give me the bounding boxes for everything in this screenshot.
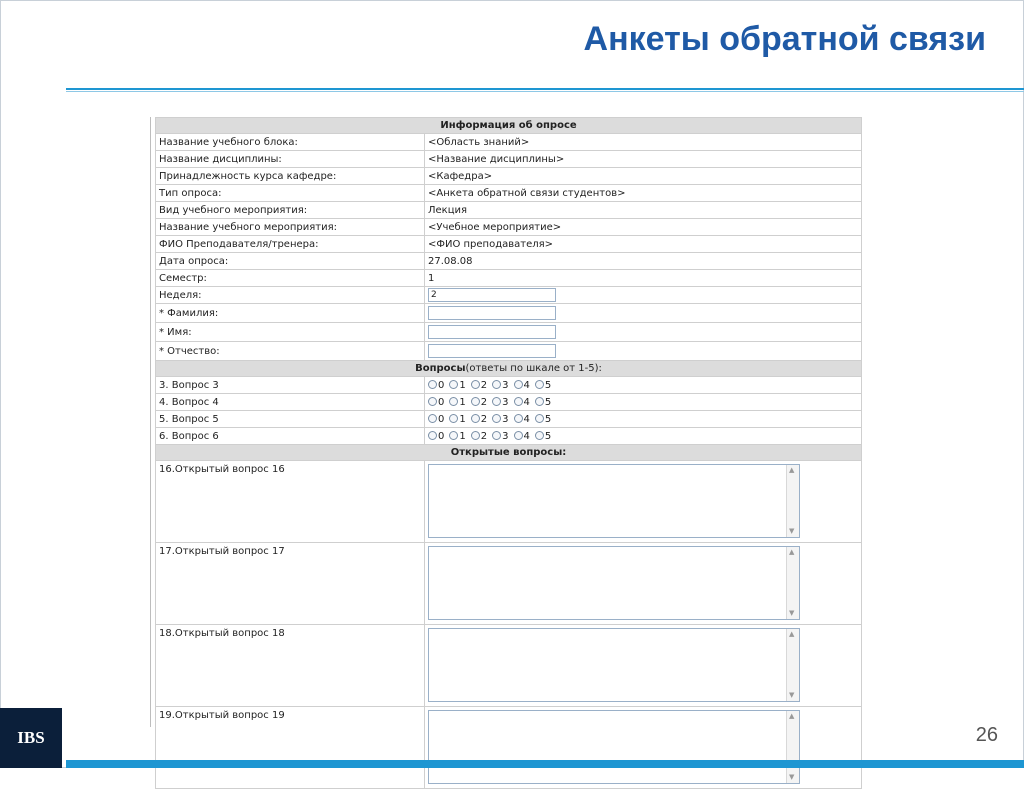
answer-textarea[interactable]: [428, 546, 800, 620]
radio-icon[interactable]: [428, 397, 437, 406]
scale-option[interactable]: 5: [535, 380, 551, 391]
question-label: 3. Вопрос 3: [156, 377, 425, 394]
info-header: Информация об опросе: [156, 118, 862, 134]
scale-option[interactable]: 1: [449, 380, 465, 391]
name-label: * Имя:: [156, 323, 425, 342]
answer-textarea[interactable]: [428, 464, 800, 538]
scale-options: [425, 394, 862, 411]
scale-option[interactable]: 2: [471, 380, 487, 391]
bottom-bar: [66, 760, 1024, 768]
info-value: <Область знаний>: [425, 134, 862, 151]
scale-option[interactable]: 0: [428, 431, 444, 442]
radio-icon[interactable]: [449, 431, 458, 440]
info-value: Лекция: [425, 202, 862, 219]
info-value: <Учебное мероприятие>: [425, 219, 862, 236]
radio-icon[interactable]: [471, 397, 480, 406]
question-row: [156, 411, 862, 428]
scale-option[interactable]: 3: [492, 380, 508, 391]
info-row: [156, 134, 862, 151]
scale-option[interactable]: 5: [535, 414, 551, 425]
scale-option[interactable]: 4: [514, 397, 530, 408]
scrollbar[interactable]: [786, 547, 799, 619]
question-label: 5. Вопрос 5: [156, 411, 425, 428]
radio-icon[interactable]: [428, 380, 437, 389]
week-input[interactable]: 2: [428, 288, 556, 302]
radio-icon[interactable]: [449, 397, 458, 406]
open-question-row: [156, 625, 862, 707]
radio-icon[interactable]: [471, 380, 480, 389]
scroll-up-icon[interactable]: ▲: [789, 466, 795, 474]
scale-option[interactable]: 2: [471, 397, 487, 408]
radio-icon[interactable]: [514, 380, 523, 389]
radio-icon[interactable]: [492, 397, 501, 406]
scrollbar[interactable]: [786, 711, 799, 783]
open-header-row: [156, 445, 862, 461]
scroll-down-icon[interactable]: ▼: [789, 773, 795, 781]
answer-textarea[interactable]: [428, 710, 800, 784]
scale-options: [425, 411, 862, 428]
question-row: [156, 377, 862, 394]
scale-options: [425, 428, 862, 445]
questions-header-row: [156, 361, 862, 377]
ibs-logo: IBS: [0, 708, 62, 768]
info-row: [156, 270, 862, 287]
scale-option[interactable]: 4: [514, 414, 530, 425]
info-header-row: [156, 118, 862, 134]
scroll-up-icon[interactable]: ▲: [789, 630, 795, 638]
radio-icon[interactable]: [449, 414, 458, 423]
radio-icon[interactable]: [514, 414, 523, 423]
question-label: 6. Вопрос 6: [156, 428, 425, 445]
scale-option[interactable]: 1: [449, 397, 465, 408]
info-label: Название дисциплины:: [156, 151, 425, 168]
info-value: <ФИО преподавателя>: [425, 236, 862, 253]
scroll-up-icon[interactable]: ▲: [789, 712, 795, 720]
radio-icon[interactable]: [492, 380, 501, 389]
radio-icon[interactable]: [428, 431, 437, 440]
scale-option[interactable]: 1: [449, 431, 465, 442]
question-row: [156, 394, 862, 411]
scale-option[interactable]: 0: [428, 380, 444, 391]
title-rule-thin: [66, 91, 1024, 92]
info-value: <Название дисциплины>: [425, 151, 862, 168]
name-label: * Отчество:: [156, 342, 425, 361]
radio-icon[interactable]: [492, 431, 501, 440]
info-value: <Анкета обратной связи студентов>: [425, 185, 862, 202]
name-input[interactable]: [428, 306, 556, 320]
scale-option[interactable]: 5: [535, 431, 551, 442]
info-label: Название учебного мероприятия:: [156, 219, 425, 236]
question-label: 4. Вопрос 4: [156, 394, 425, 411]
radio-icon[interactable]: [535, 414, 544, 423]
info-label: Вид учебного мероприятия:: [156, 202, 425, 219]
scale-option[interactable]: 3: [492, 431, 508, 442]
info-label: Принадлежность курса кафедре:: [156, 168, 425, 185]
radio-icon[interactable]: [514, 397, 523, 406]
open-questions-header: Открытые вопросы:: [156, 445, 862, 461]
name-row: [156, 304, 862, 323]
radio-icon[interactable]: [535, 380, 544, 389]
slide-title: Анкеты обратной связи: [583, 20, 986, 58]
info-label: Дата опроса:: [156, 253, 425, 270]
info-label: Семестр:: [156, 270, 425, 287]
scale-option[interactable]: 3: [492, 414, 508, 425]
scale-option[interactable]: 0: [428, 397, 444, 408]
radio-icon[interactable]: [428, 414, 437, 423]
feedback-form-screenshot: [150, 117, 875, 781]
scale-options: [425, 377, 862, 394]
open-question-row: [156, 543, 862, 625]
info-value: <Кафедра>: [425, 168, 862, 185]
info-value: 27.08.08: [425, 253, 862, 270]
page-number: 26: [975, 724, 998, 746]
scale-option[interactable]: 4: [514, 380, 530, 391]
title-rule: [66, 88, 1024, 90]
open-question-label: 17.Открытый вопрос 17: [156, 543, 425, 625]
radio-icon[interactable]: [535, 397, 544, 406]
scroll-down-icon[interactable]: ▼: [789, 691, 795, 699]
survey-table: [155, 117, 862, 789]
scale-option[interactable]: 2: [471, 431, 487, 442]
questions-header-note: (ответы по шкале от 1-5):: [465, 363, 602, 374]
info-row: [156, 202, 862, 219]
info-row: [156, 151, 862, 168]
name-row: [156, 323, 862, 342]
radio-icon[interactable]: [492, 414, 501, 423]
open-question-row: [156, 707, 862, 789]
scale-option[interactable]: 1: [449, 414, 465, 425]
info-row: [156, 236, 862, 253]
scale-option[interactable]: 0: [428, 414, 444, 425]
info-label: Тип опроса:: [156, 185, 425, 202]
name-row: [156, 342, 862, 361]
radio-icon[interactable]: [514, 431, 523, 440]
name-input[interactable]: [428, 325, 556, 339]
scale-option[interactable]: 2: [471, 414, 487, 425]
info-label: ФИО Преподавателя/тренера:: [156, 236, 425, 253]
week-row: [156, 287, 862, 304]
scrollbar[interactable]: [786, 629, 799, 701]
info-label: Название учебного блока:: [156, 134, 425, 151]
scroll-down-icon[interactable]: ▼: [789, 527, 795, 535]
open-question-label: 18.Открытый вопрос 18: [156, 625, 425, 707]
info-row: [156, 185, 862, 202]
scale-option[interactable]: 4: [514, 431, 530, 442]
questions-header: Вопросы: [415, 363, 466, 374]
radio-icon[interactable]: [535, 431, 544, 440]
info-row: [156, 219, 862, 236]
open-question-label: 19.Открытый вопрос 19: [156, 707, 425, 789]
scroll-down-icon[interactable]: ▼: [789, 609, 795, 617]
name-input[interactable]: [428, 344, 556, 358]
scroll-up-icon[interactable]: ▲: [789, 548, 795, 556]
scrollbar[interactable]: [786, 465, 799, 537]
scale-option[interactable]: 5: [535, 397, 551, 408]
info-row: [156, 253, 862, 270]
radio-icon[interactable]: [449, 380, 458, 389]
answer-textarea[interactable]: [428, 628, 800, 702]
radio-icon[interactable]: [471, 414, 480, 423]
info-value: 1: [425, 270, 862, 287]
week-label: Неделя:: [156, 287, 425, 304]
scale-option[interactable]: 3: [492, 397, 508, 408]
question-row: [156, 428, 862, 445]
open-question-row: [156, 461, 862, 543]
radio-icon[interactable]: [471, 431, 480, 440]
open-question-label: 16.Открытый вопрос 16: [156, 461, 425, 543]
info-row: [156, 168, 862, 185]
name-label: * Фамилия:: [156, 304, 425, 323]
